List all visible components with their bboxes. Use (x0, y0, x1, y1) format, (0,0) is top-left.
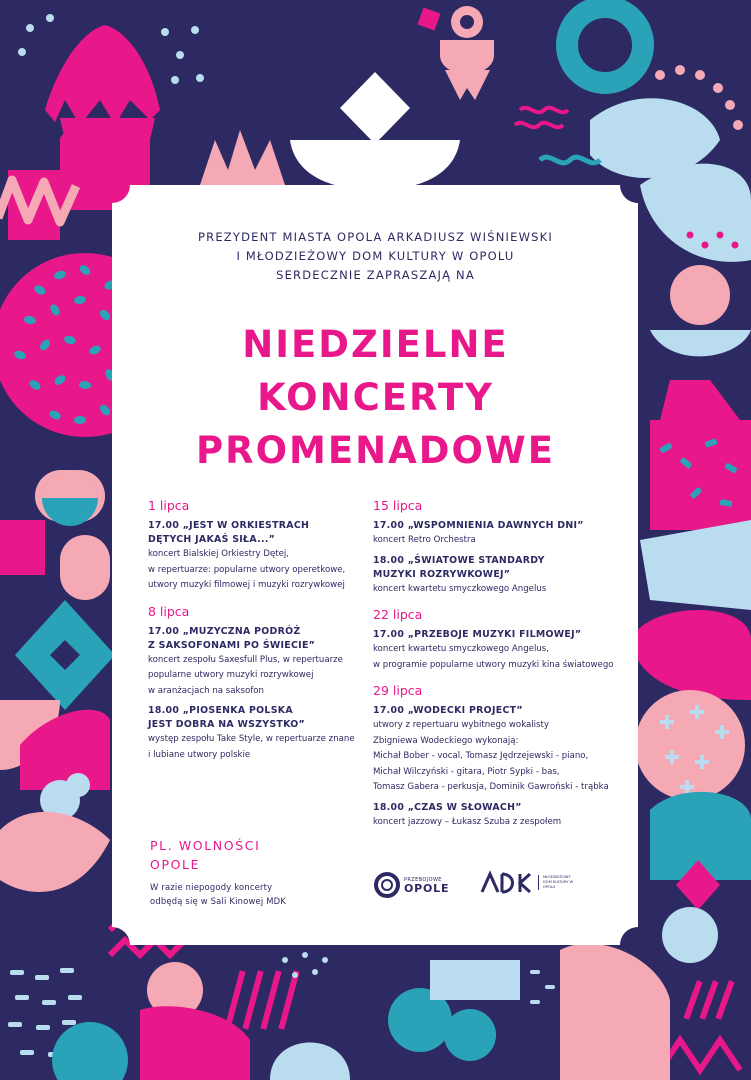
concert-event (373, 519, 623, 549)
concert-description (148, 732, 388, 763)
intro-line: PREZYDENT MIASTA OPOLA ARKADIUSZ WIŚNIEWSKI (198, 230, 553, 244)
concert-title-line: DĘTYCH JAKAŚ SIŁA...” (148, 534, 276, 545)
rain-note-line: odbędą się w Sali Kinowej MDK (150, 895, 287, 906)
concert-title-line: MUZYKI ROZRYWKOWEJ” (373, 568, 511, 580)
rain-note-line: W razie niepogody koncerty (150, 882, 273, 892)
concert-date: 22 lipca (373, 607, 423, 622)
concert-description (148, 547, 388, 594)
schedule-left-column (148, 498, 388, 773)
concert-description-line: Tomasz Gabera - perkusja, Dominik Gawroński - trąbka (373, 782, 609, 792)
concert-date: 15 lipca (373, 498, 423, 513)
title-line: NIEDZIELNE (242, 323, 509, 366)
concert-description-line: utwory z repertuaru wybitnego wokalisty (373, 720, 549, 730)
mdk-logo-subtitle: MŁODZIEŻOWY DOM KULTURY W OPOLU (538, 875, 577, 890)
concert-title-line: 18.00 „ŚWIATOWE STANDARDY (373, 554, 545, 566)
concert-title (373, 704, 623, 718)
concert-event (148, 519, 388, 594)
schedule-day (373, 498, 623, 597)
concert-description-line: i lubiane utwory polskie (148, 749, 251, 760)
venue-line: PL. WOLNOŚCI (150, 838, 261, 853)
concert-date: 1 lipca (148, 498, 190, 513)
intro-line: I MŁODZIEŻOWY DOM KULTURY W OPOLU (236, 249, 515, 263)
concert-description-line: koncert Retro Orchestra (373, 535, 476, 545)
concert-description-line: w repertuarze: popularne utwory operetkowe, (148, 564, 346, 575)
concert-description (373, 718, 623, 796)
concert-title (373, 801, 623, 815)
concert-description-line: występ zespołu Take Style, w repertuarze znane (148, 734, 355, 744)
title-line: KONCERTY (257, 376, 494, 419)
rain-note (150, 881, 286, 908)
concert-title-line: 18.00 „CZAS W SŁOWACH” (373, 801, 522, 813)
concert-title-line: JEST DOBRA NA WSZYSTKO” (148, 719, 306, 730)
concert-title-line: 17.00 „WODECKI PROJECT” (373, 705, 523, 716)
concert-description-line: w programie popularne utwory muzyki kina światowego (373, 659, 614, 670)
mdk-logo (480, 870, 577, 894)
concert-title-line: 18.00 „PIOSENKA POLSKA (148, 705, 293, 716)
schedule-day (148, 498, 388, 594)
schedule-right-column (373, 498, 623, 840)
title-line: PROMENADOWE (195, 429, 555, 472)
schedule-day (148, 604, 388, 764)
concert-title (148, 519, 388, 547)
concert-description-line: koncert kwartetu smyczkowego Angelus (373, 583, 547, 594)
concert-description-line: koncert kwartetu smyczkowego Angelus, (373, 644, 549, 654)
concert-title-line: 17.00 „MUZYCZNA PODRÓŻ (148, 625, 301, 637)
concert-title (373, 519, 623, 533)
concert-description (148, 653, 388, 700)
schedule-day (373, 607, 623, 673)
concert-description-line: koncert jazzowy – Łukasz Szuba z zespołem (373, 816, 562, 827)
concert-title-line: 17.00 „WSPOMNIENIA DAWNYCH DNI” (373, 520, 584, 531)
concert-description (373, 582, 623, 598)
concert-title (373, 628, 623, 642)
schedule-day (373, 683, 623, 830)
top-ornament (290, 72, 460, 190)
intro-text (110, 228, 641, 285)
concert-description-line: koncert Bialskiej Orkiestry Dętej, (148, 549, 290, 559)
opole-circle-icon (374, 872, 400, 898)
venue-line: OPOLE (150, 857, 201, 872)
concert-event (373, 801, 623, 831)
intro-line: SERDECZNIE ZAPRASZAJĄ NA (276, 268, 475, 282)
concert-title-line: Z SAKSOFONAMI PO ŚWIECIE” (148, 639, 316, 651)
concert-description-line: utwory muzyki filmowej i muzyki rozrywkowej (148, 580, 345, 590)
concert-event (148, 704, 388, 763)
mdk-mark-icon (480, 870, 532, 894)
concert-description-line: Michał Wilczyński - gitara, Piotr Sypki - bas, (373, 766, 560, 777)
concert-description-line: koncert zespołu Saxesfull Plus, w repertuarze (148, 654, 343, 665)
concert-description-line: Michał Bober - vocal, Tomasz Jędrzejewski - piano, (373, 751, 589, 761)
concert-event (148, 625, 388, 700)
concert-date: 8 lipca (148, 603, 190, 619)
concert-date: 29 lipca (373, 683, 423, 698)
concert-title-line: 17.00 „JEST W ORKIESTRACH (148, 520, 310, 531)
opole-logo-small-text: PRZEBOJOWE (404, 876, 442, 883)
concert-event (373, 704, 623, 796)
concert-description-line: Zbigniewa Wodeckiego wykonają: (373, 735, 519, 746)
przebojowe-opole-logo (374, 872, 449, 898)
concert-title (148, 704, 388, 732)
concert-description (373, 533, 623, 549)
opole-logo-big-text: OPOLE (404, 881, 450, 895)
concert-description (373, 815, 623, 831)
concert-title-line: 17.00 „PRZEBOJE MUZYKI FILMOWEJ” (373, 629, 582, 640)
concert-description (373, 642, 623, 673)
concert-title (148, 625, 388, 653)
concert-event (373, 628, 623, 673)
venue (150, 836, 260, 874)
concert-description-line: popularne utwory muzyki rozrywkowej (148, 670, 314, 680)
concert-description-line: w aranżacjach na saksofon (148, 685, 264, 696)
poster-title (110, 318, 641, 477)
concert-title (373, 554, 623, 582)
concert-event (373, 554, 623, 598)
